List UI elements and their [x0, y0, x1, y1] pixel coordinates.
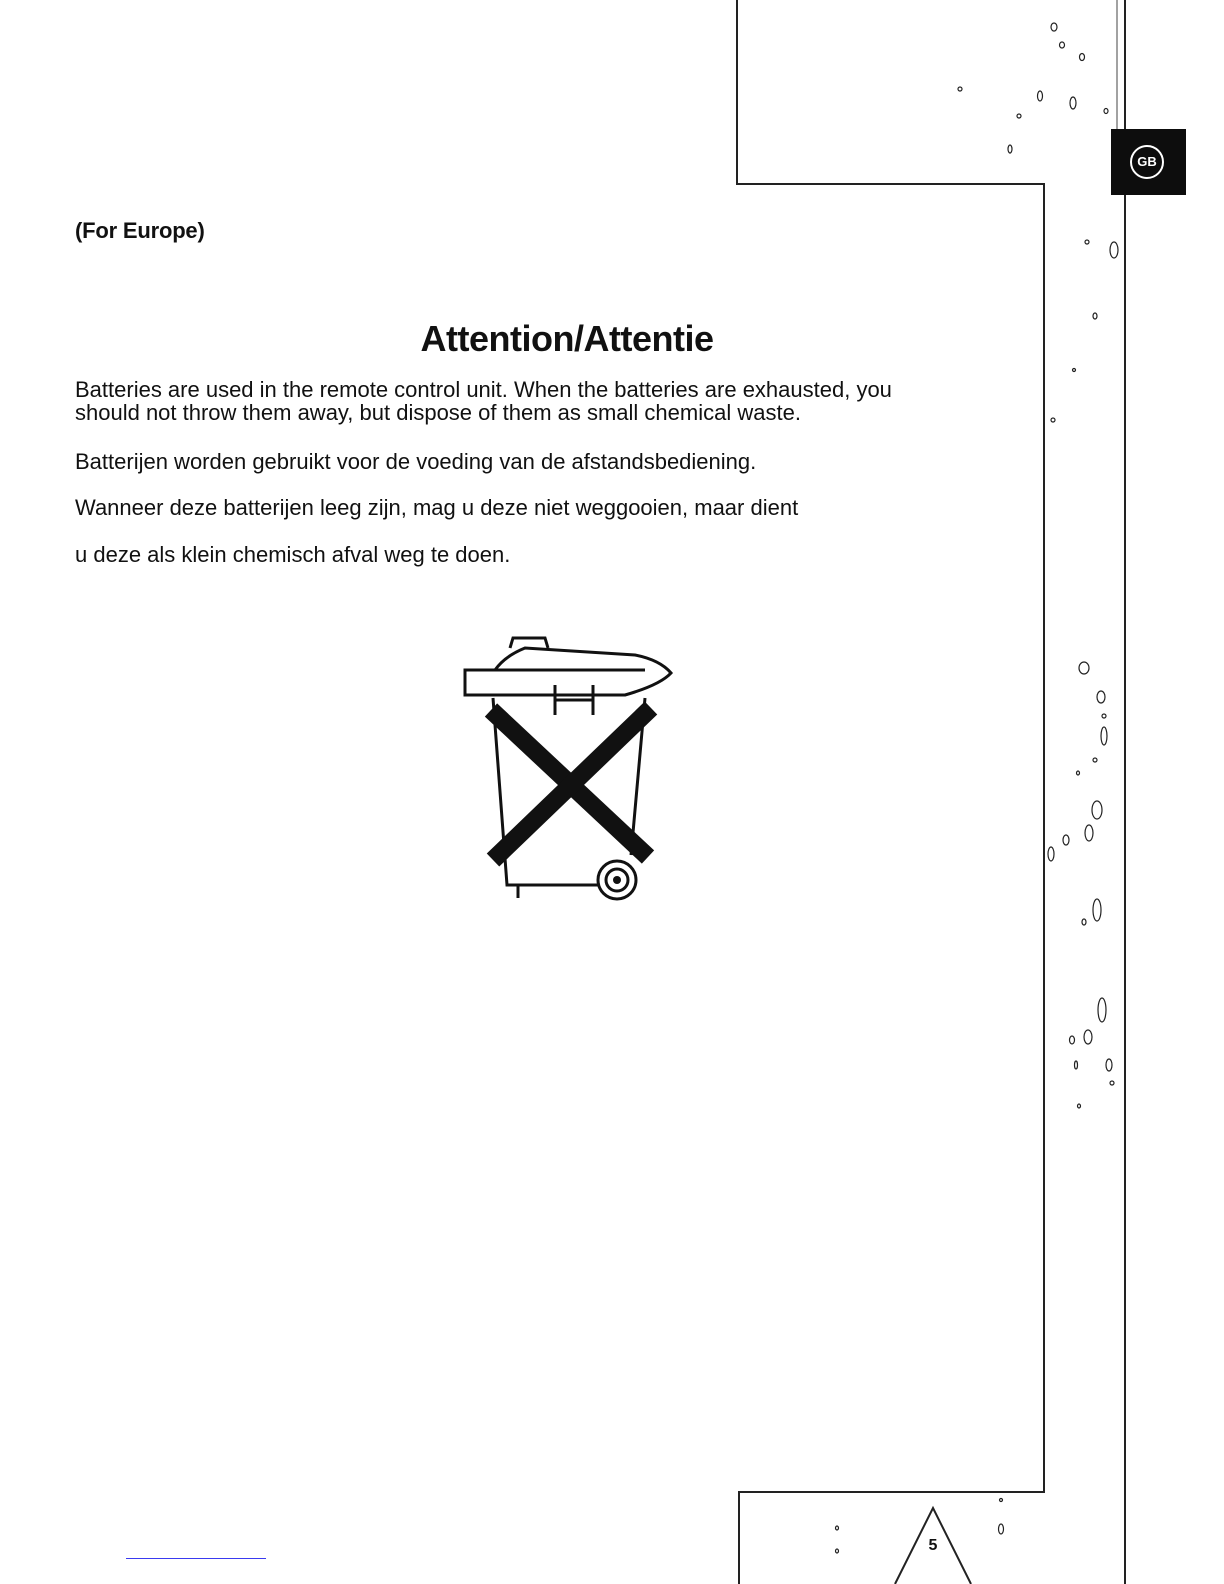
english-paragraph-line-2: should not throw them away, but dispose of them as small chemical waste.: [75, 400, 801, 425]
english-paragraph-line-1: Batteries are used in the remote control unit. When the batteries are exhausted, you: [75, 377, 892, 402]
region-label: (For Europe): [75, 218, 205, 243]
footer-rule: [126, 1558, 266, 1559]
language-badge: GB: [1130, 145, 1164, 179]
page-number: 5: [928, 1537, 938, 1554]
language-tab: [1111, 129, 1186, 195]
dutch-paragraph-line-3: u deze als klein chemisch afval weg te doen.: [75, 542, 511, 567]
crossed-out-wheelie-bin-icon: [455, 630, 685, 910]
page-title: Attention/Attentie: [420, 318, 714, 359]
dutch-paragraph-line-1: Batterijen worden gebruikt voor de voeding van de afstandsbediening.: [75, 449, 757, 474]
dutch-paragraph-line-2: Wanneer deze batterijen leeg zijn, mag u deze niet weggooien, maar dient: [75, 495, 799, 520]
